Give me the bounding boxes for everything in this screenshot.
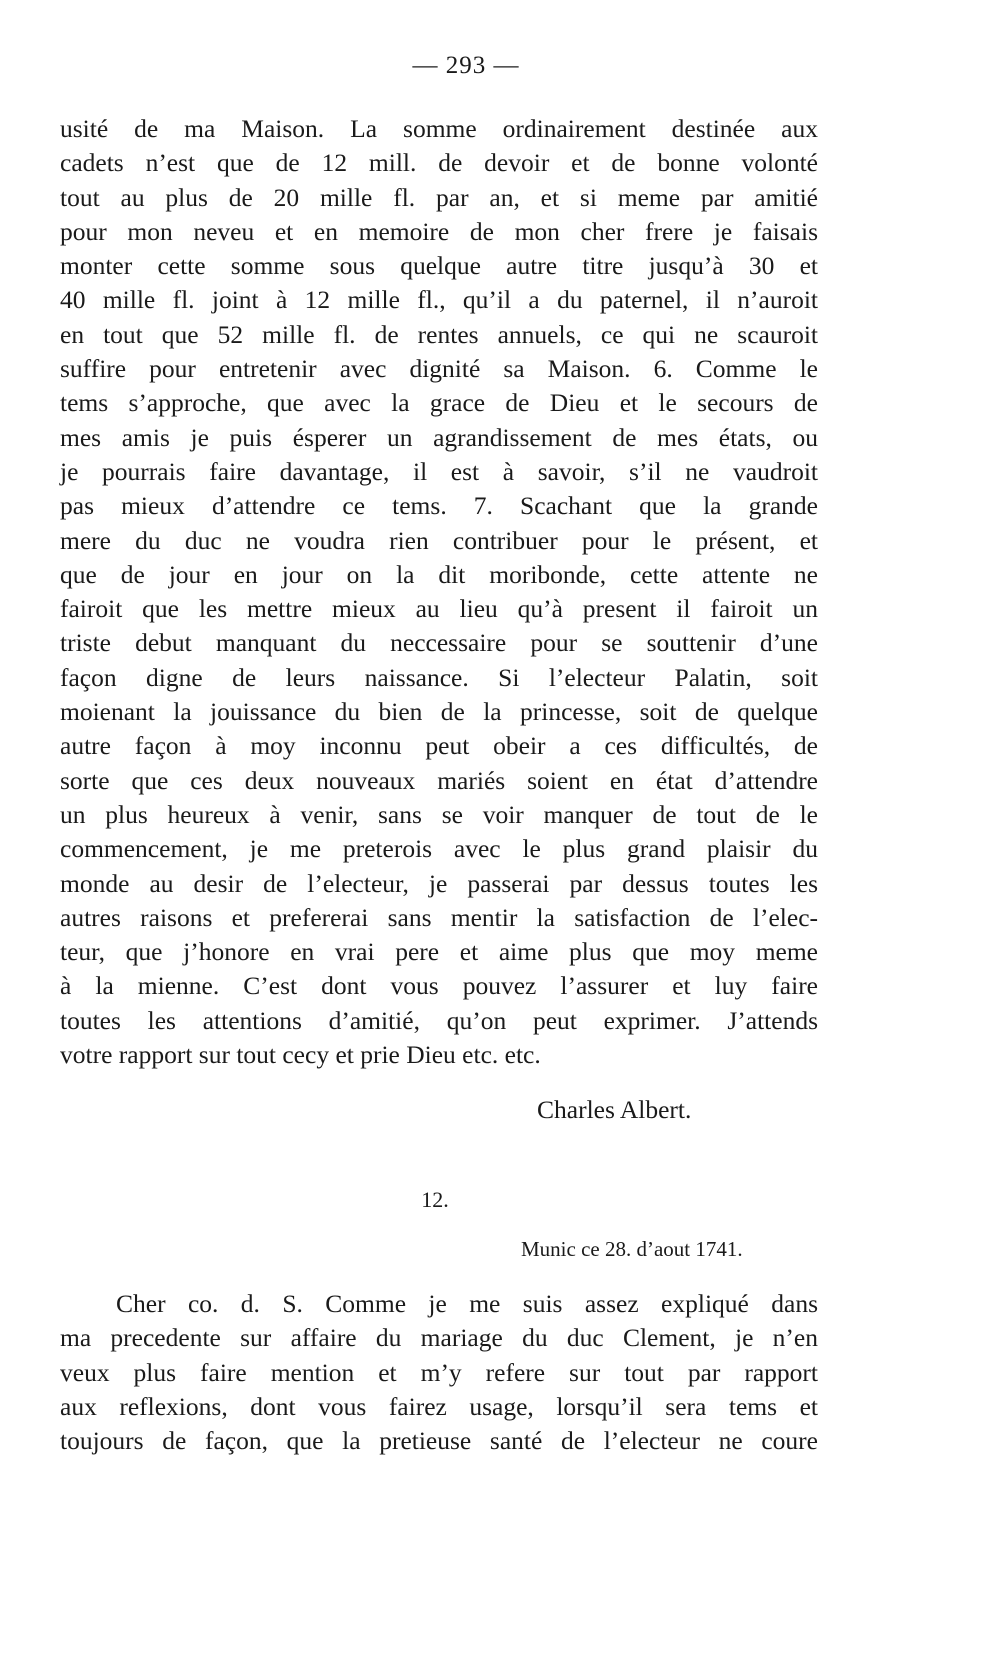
- text-line: toujours de façon, que la pretieuse santé de l’electeur ne coure: [60, 1426, 818, 1456]
- text-line: commencement, je me preterois avec le plus grand plaisir du: [60, 834, 818, 864]
- text-line: moienant la jouissance du bien de la princesse, soit de quelque: [60, 697, 818, 727]
- text-line: un plus heureux à venir, sans se voir manquer de tout de le: [60, 799, 818, 829]
- letter-number: 12.: [421, 1187, 449, 1212]
- text-line: mere du duc ne voudra rien contribuer pour le présent, et: [60, 525, 818, 555]
- text-line: je pourrais faire davantage, il est à savoir, s’il ne vaudroit: [60, 456, 818, 486]
- dateline: Munic ce 28. d’aout 1741.: [521, 1237, 743, 1261]
- text-line: ma precedente sur affaire du mariage du duc Clement, je n’en: [60, 1323, 818, 1353]
- text-line: façon digne de leurs naissance. Si l’electeur Palatin, soit: [60, 662, 818, 692]
- text-line: sorte que ces deux nouveaux mariés soient en état d’attendre: [60, 765, 818, 795]
- text-line: 40 mille fl. joint à 12 mille fl., qu’il a du paternel, il n’auroit: [60, 285, 818, 315]
- letter-body-paragraph: [60, 112, 818, 1072]
- text-line: votre rapport sur tout cecy et prie Dieu etc. etc.: [60, 1040, 541, 1070]
- text-line: usité de ma Maison. La somme ordinairement destinée aux: [60, 114, 818, 143]
- text-line: aux reflexions, dont vous fairez usage, lorsqu’il sera tems et: [60, 1391, 818, 1421]
- text-line: Cher co. d. S. Comme je me suis assez expliqué dans: [116, 1289, 818, 1318]
- text-line: cadets n’est que de 12 mill. de devoir et de bonne volonté: [60, 148, 818, 178]
- text-line: triste debut manquant du neccessaire pour se souttenir d’une: [60, 628, 818, 658]
- text-line: fairoit que les mettre mieux au lieu qu’à present il fairoit un: [60, 594, 818, 624]
- text-line: mes amis je puis ésperer un agrandissement de mes états, ou: [60, 422, 818, 452]
- text-line: monde au desir de l’electeur, je passerai par dessus toutes les: [60, 868, 818, 898]
- text-line: teur, que j’honore en vrai pere et aime plus que moy meme: [60, 937, 818, 967]
- text-line: que de jour en jour on la dit moribonde, cette attente ne: [60, 559, 818, 589]
- text-line: monter cette somme sous quelque autre titre jusqu’à 30 et: [60, 251, 818, 281]
- text-line: tems s’approche, que avec la grace de Dieu et le secours de: [60, 388, 818, 418]
- text-line: toutes les attentions d’amitié, qu’on peut exprimer. J’attends: [60, 1005, 818, 1035]
- text-line: en tout que 52 mille fl. de rentes annuels, ce qui ne scauroit: [60, 319, 818, 349]
- text-line: pas mieux d’attendre ce tems. 7. Scachant que la grande: [60, 491, 818, 521]
- text-line: veux plus faire mention et m’y refere sur tout par rapport: [60, 1357, 818, 1387]
- letter-body-paragraph: [60, 1287, 818, 1458]
- text-line: suffire pour entretenir avec dignité sa Maison. 6. Comme le: [60, 354, 818, 384]
- text-line: autre façon à moy inconnu peut obeir a ces difficultés, de: [60, 731, 818, 761]
- page-number: — 293 —: [412, 52, 520, 79]
- signature: Charles Albert.: [537, 1095, 692, 1124]
- text-line: à la mienne. C’est dont vous pouvez l’assurer et luy faire: [60, 971, 818, 1001]
- text-line: autres raisons et prefererai sans mentir la satisfaction de l’elec-: [60, 902, 818, 932]
- text-line: pour mon neveu et en memoire de mon cher frere je faisais: [60, 216, 818, 246]
- text-line: tout au plus de 20 mille fl. par an, et si meme par amitié: [60, 182, 818, 212]
